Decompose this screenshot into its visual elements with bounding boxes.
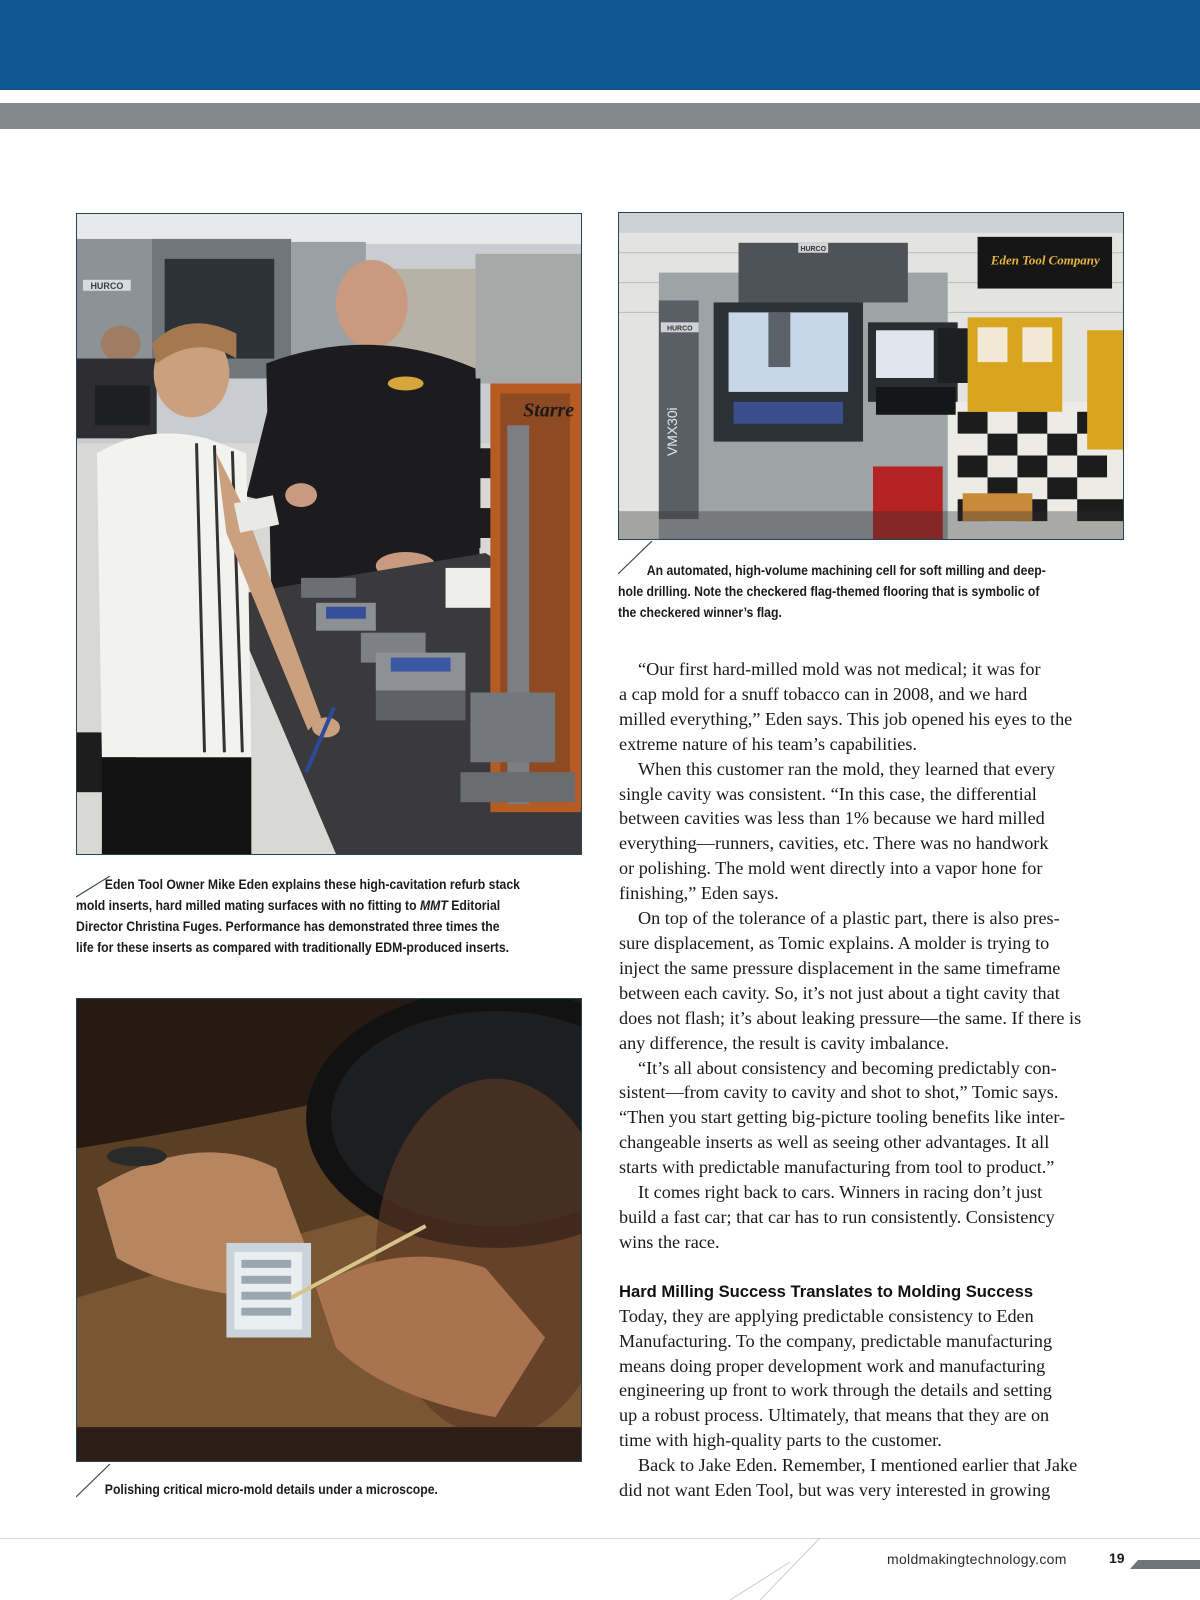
paragraph: It comes right back to cars. Winners in racing don’t just build a fast car; that car has to run consistently. Consistency wins the race. xyxy=(619,1182,1055,1252)
caption-owner-line: Eden Tool Owner Mike Eden explains these high-cavitation refurb stack xyxy=(104,877,520,892)
vmx30i-label: VMX30i xyxy=(663,407,680,456)
caption-machine xyxy=(618,560,1122,623)
caption-machine-line: the checkered winner’s flag. xyxy=(618,605,782,620)
caption-machine-line: hole drilling. Note the checkered flag-themed flooring that is symbolic of xyxy=(618,584,1040,599)
caption-owner-line: Editorial xyxy=(447,898,501,913)
paragraph: On top of the tolerance of a plastic part, there is also pres- sure displacement, as Tomic explains. A molder is trying to inject the same pressure displacement in the same timeframe between each cavity. So, it’s not just about a tight cavity that does not flash; it’s about leaking pressure—the same. If there is any difference, the result is cavity imbalance. xyxy=(619,908,1082,1053)
caption-owner-line: life for these inserts as compared with traditionally EDM-produced inserts. xyxy=(76,940,510,955)
hurco-label-3: HURCO xyxy=(666,325,693,333)
photo-machining-cell xyxy=(618,212,1124,540)
starrett-label: Starre xyxy=(523,399,575,422)
caption-machine-line: An automated, high-volume machining cell for soft milling and deep- xyxy=(646,563,1046,578)
hurco-label-1: HURCO xyxy=(90,280,124,291)
caption-owner-line: mold inserts, hard milled mating surfaces with no fitting to xyxy=(76,898,420,913)
caption-owner-mmt: MMT xyxy=(419,898,448,913)
paragraph: When this customer ran the mold, they learned that every single cavity was consistent. “In this case, the differential between cavities was less than 1% because we hard milled everything—runners, cavities, etc. There was no handwork or polishing. The mold went directly into a vapor hone for finishing,” Eden says. xyxy=(619,758,1056,904)
eden-tool-sign: Eden Tool Company xyxy=(990,252,1100,268)
caption-owner xyxy=(76,874,580,958)
photo-polishing-micro-mold xyxy=(76,998,582,1462)
footer-website[interactable]: moldmakingtechnology.com xyxy=(887,1551,1067,1567)
paragraph: “It’s all about consistency and becoming predictably con- sistent—from cavity to cavity and shot to shot,” Tomic says. “Then you start getting big-picture tooling benefits like inter- changeable inserts as well as seeing other advantages. It all starts with predictable manufacturing from tool to product.” xyxy=(619,1057,1066,1178)
page-number: 19 xyxy=(1109,1550,1125,1566)
paragraph: Back to Jake Eden. Remember, I mentioned earlier that Jake did not want Eden Tool, but was very interested in growing xyxy=(619,1455,1078,1501)
caption-owner-line: Director Christina Fuges. Performance has demonstrated three times the xyxy=(76,919,500,934)
footer-decoration xyxy=(0,1538,1200,1600)
caption-polish-line: Polishing critical micro-mold details under a microscope. xyxy=(104,1482,438,1497)
paragraph: Today, they are applying predictable consistency to Eden Manufacturing. To the company, predictable manufacturing means doing proper development work and manufacturing engineering up front to work through the details and setting up a robust process. Ultimately, that means that they are on time with high-quality parts to the customer. xyxy=(619,1305,1053,1451)
article-body xyxy=(619,657,1124,1503)
section-subhead: Hard Milling Success Translates to Molding Success xyxy=(619,1281,1034,1301)
caption-polish xyxy=(76,1479,580,1500)
header-gray-band xyxy=(0,103,1200,129)
hurco-label-2: HURCO xyxy=(800,245,826,253)
photo-owner-explaining-inserts xyxy=(76,213,582,855)
header-blue-band xyxy=(0,0,1200,90)
paragraph: “Our first hard-milled mold was not medical; it was for a cap mold for a snuff tobacco can in 2008, and we hard milled everything,” Eden says. This job opened his eyes to the extreme nature of his team’s capabilities. xyxy=(619,659,1073,754)
